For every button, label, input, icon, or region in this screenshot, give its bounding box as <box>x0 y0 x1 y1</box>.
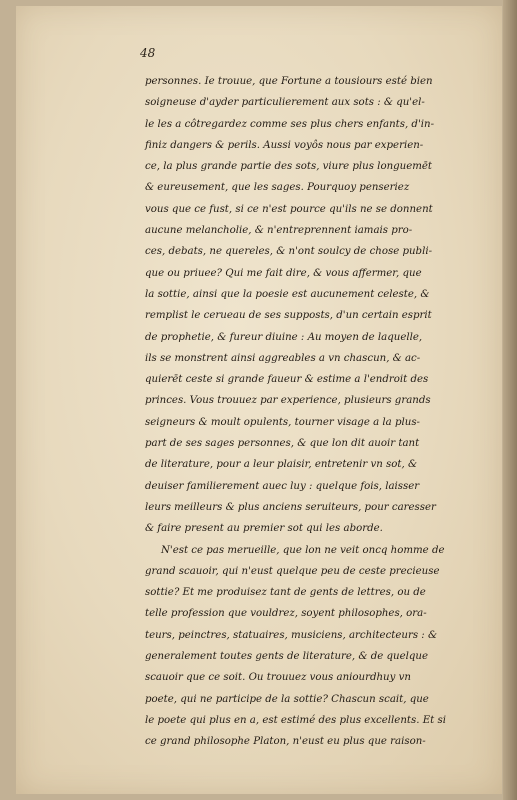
text-line: princes. Vous trouuez par experience, plusieurs grands <box>145 395 431 407</box>
text-line: teurs, peinctres, statuaires, musiciens, architecteurs : & <box>145 629 438 641</box>
text-line: deuiser familierement auec luy : quelque fois, laisser <box>145 480 420 492</box>
text-line: soigneuse d'ayder particulierement aux sots : & qu'el- <box>145 97 425 109</box>
text-line: & faire present au premier sot qui les aborde. <box>145 523 383 535</box>
text-line: ce, la plus grande partie des sots, viure plus longuemēt <box>145 161 433 173</box>
text-line: grand scauoir, qui n'eust quelque peu de ceste precieuse <box>145 565 440 577</box>
text-line: & eureusement, que les sages. Pourquoy penseriez <box>145 182 410 194</box>
text-line: personnes. Ie trouue, que Fortune a tousiours esté bien <box>145 76 433 87</box>
text-line: poete, qui ne participe de la sottie? Chascun scait, que <box>145 693 429 705</box>
text-line: telle profession que vouldrez, soyent philosophes, ora- <box>145 608 427 620</box>
text-line: leurs meilleurs & plus anciens seruiteurs, pour caresser <box>145 501 436 513</box>
text-line: ils se monstrent ainsi aggreables a vn chascun, & ac- <box>145 352 421 364</box>
text-line: sottie? Et me produisez tant de gents de lettres, ou de <box>145 587 426 599</box>
text-line: la sottie, ainsi que la poesie est aucunement celeste, & <box>145 288 430 300</box>
text-line: de prophetie, & fureur diuine : Au moyen de laquelle, <box>145 331 423 343</box>
paragraph-1 <box>145 71 475 540</box>
text-line: de literature, pour a leur plaisir, entretenir vn sot, & <box>145 459 418 471</box>
text-line: que ou priuee? Qui me fait dire, & vous affermer, que <box>145 267 422 279</box>
text-line: seigneurs & moult opulents, tourner visage a la plus- <box>145 416 420 428</box>
text-line: N'est ce pas merueille, que lon ne veit oncq homme de <box>161 544 445 556</box>
text-line: vous que ce fust, si ce n'est pource qu'ils ne se donnent <box>145 203 433 215</box>
paragraph-2 <box>145 540 475 753</box>
text-line: ce grand philosophe Platon, n'eust eu plus que raison- <box>145 736 426 748</box>
text-line: le poete qui plus en a, est estimé des plus excellents. Et si <box>145 714 446 726</box>
text-line: aucune melancholie, & n'entreprennent iamais pro- <box>145 225 413 237</box>
text-line: quierēt ceste si grande faueur & estime a l'endroit des <box>145 374 429 386</box>
body-text <box>145 71 475 753</box>
text-line: finiz dangers & perils. Aussi voyôs nous par experien- <box>145 139 424 151</box>
text-line: ces, debats, ne quereles, & n'ont soulcy de chose publi- <box>145 246 433 258</box>
text-line: le les a côtregardez comme ses plus chers enfants, d'in- <box>145 118 435 130</box>
text-line: scauoir que ce soit. Ou trouuez vous aniourdhuy vn <box>145 672 411 684</box>
book-spine-edge <box>503 0 517 800</box>
page-number: 48 <box>140 46 156 60</box>
text-line: generalement toutes gents de literature, & de quelque <box>145 651 428 663</box>
text-line: remplist le cerueau de ses supposts, d'un certain esprit <box>145 310 432 322</box>
text-line: part de ses sages personnes, & que lon dit auoir tant <box>145 438 420 450</box>
